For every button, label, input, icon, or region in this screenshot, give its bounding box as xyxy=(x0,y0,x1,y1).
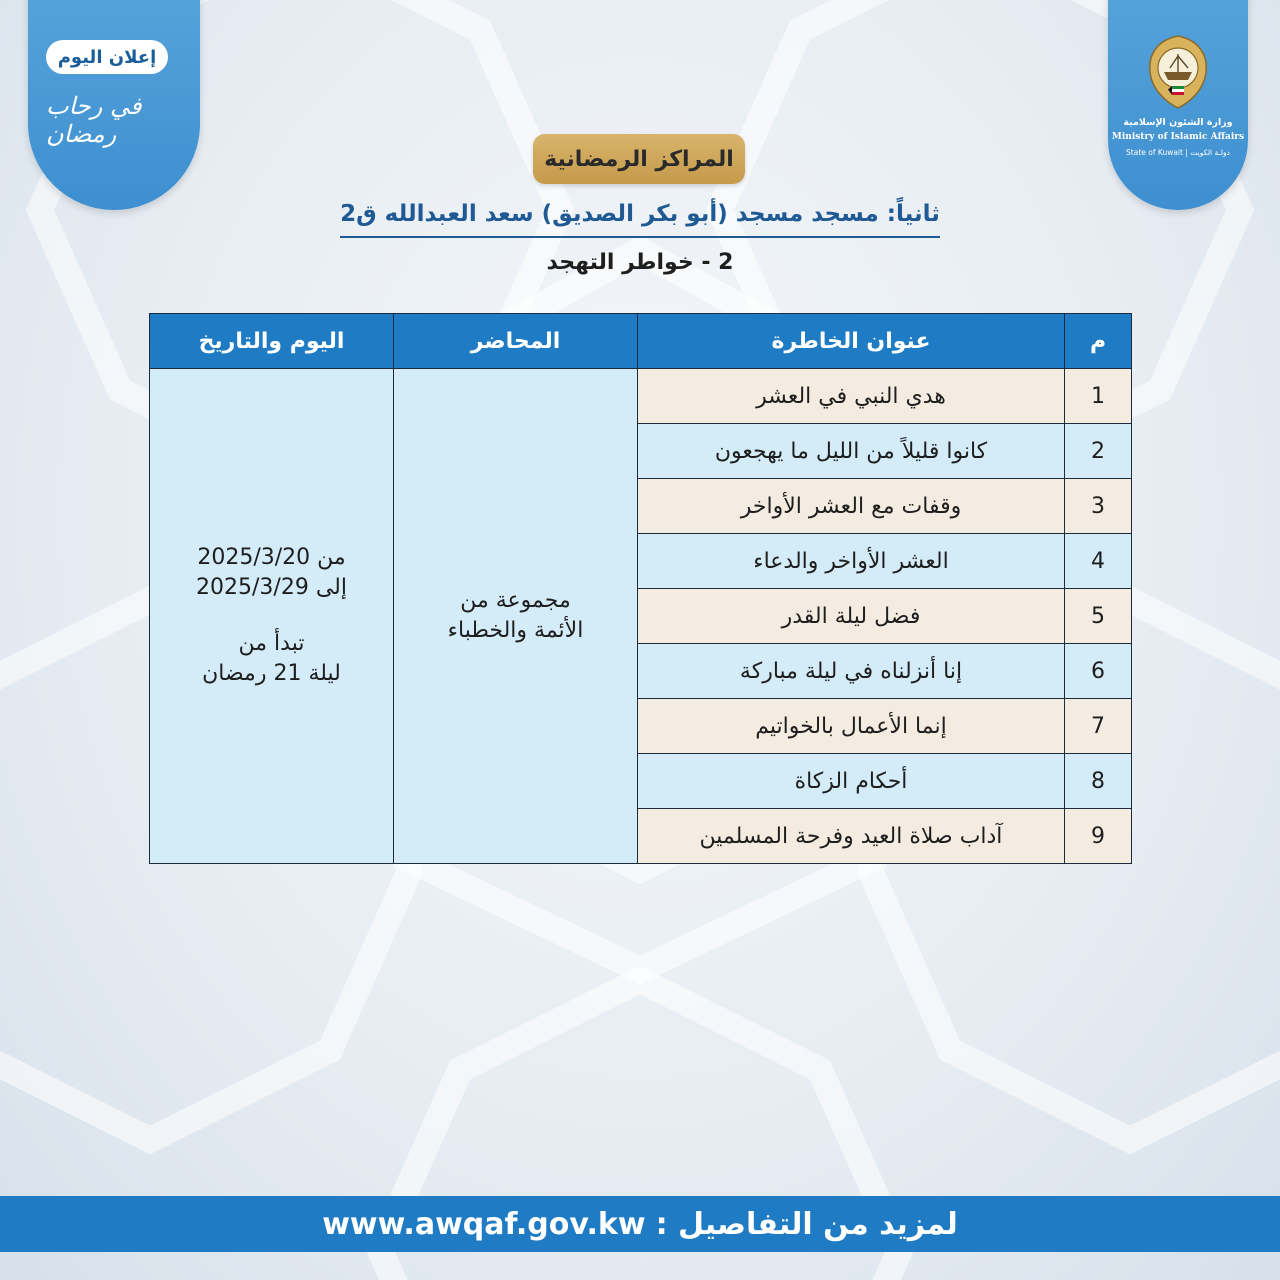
footer-bar xyxy=(0,1196,1280,1252)
header-num: م xyxy=(1065,314,1132,369)
ministry-name-english: Ministry of Islamic Affairs xyxy=(1111,132,1245,142)
section-tag: المراكز الرمضانية xyxy=(533,134,745,184)
row-title: وقفات مع العشر الأواخر xyxy=(638,479,1065,534)
row-number: 8 xyxy=(1065,754,1132,809)
date-to: إلى 2025/3/29 xyxy=(196,575,347,600)
table-row xyxy=(150,369,1132,424)
row-title: العشر الأواخر والدعاء xyxy=(638,534,1065,589)
daily-announcement-badge xyxy=(28,0,200,210)
footer-label: لمزيد من التفاصيل : xyxy=(655,1206,958,1242)
row-number: 5 xyxy=(1065,589,1132,644)
ramadan-calligraphy-logo: في رحاب رمضان xyxy=(46,92,142,148)
schedule-table xyxy=(149,313,1132,864)
row-number: 2 xyxy=(1065,424,1132,479)
row-title: كانوا قليلاً من الليل ما يهجعون xyxy=(638,424,1065,479)
header-title: عنوان الخاطرة xyxy=(638,314,1065,369)
kuwait-emblem-icon xyxy=(1138,32,1218,114)
header-lecturer: المحاضر xyxy=(394,314,638,369)
row-title: آداب صلاة العيد وفرحة المسلمين xyxy=(638,809,1065,864)
row-title: فضل ليلة القدر xyxy=(638,589,1065,644)
row-number: 1 xyxy=(1065,369,1132,424)
date-cell xyxy=(150,369,394,864)
row-number: 7 xyxy=(1065,699,1132,754)
row-title: هدي النبي في العشر xyxy=(638,369,1065,424)
daily-announcement-label: إعلان اليوم xyxy=(46,40,168,74)
website-link[interactable]: www.awqaf.gov.kw xyxy=(322,1206,646,1242)
row-number: 9 xyxy=(1065,809,1132,864)
row-title: أحكام الزكاة xyxy=(638,754,1065,809)
program-title: 2 - خواطر التهجد xyxy=(546,250,734,275)
date-start-label: تبدأ من xyxy=(238,631,305,656)
state-of-kuwait-label: State of Kuwait | دولـة الكويت xyxy=(1126,148,1230,157)
row-number: 4 xyxy=(1065,534,1132,589)
date-start-night: ليلة 21 رمضان xyxy=(202,661,341,686)
table-header-row xyxy=(150,314,1132,369)
lecturer-line-1: مجموعة من xyxy=(460,588,571,613)
row-number: 3 xyxy=(1065,479,1132,534)
row-title: إنا أنزلناه في ليلة مباركة xyxy=(638,644,1065,699)
mosque-title: ثانياً: مسجد مسجد (أبو بكر الصديق) سعد العبدالله ق2 xyxy=(340,196,940,238)
row-title: إنما الأعمال بالخواتيم xyxy=(638,699,1065,754)
header-date: اليوم والتاريخ xyxy=(150,314,394,369)
ministry-badge xyxy=(1108,0,1248,210)
date-from: من 2025/3/20 xyxy=(197,545,346,570)
date-spacer xyxy=(150,603,393,629)
ministry-name-arabic: وزارة الشئون الإسلامية xyxy=(1123,117,1233,128)
row-number: 6 xyxy=(1065,644,1132,699)
lecturer-cell xyxy=(394,369,638,864)
lecturer-line-2: الأئمة والخطباء xyxy=(447,618,584,643)
